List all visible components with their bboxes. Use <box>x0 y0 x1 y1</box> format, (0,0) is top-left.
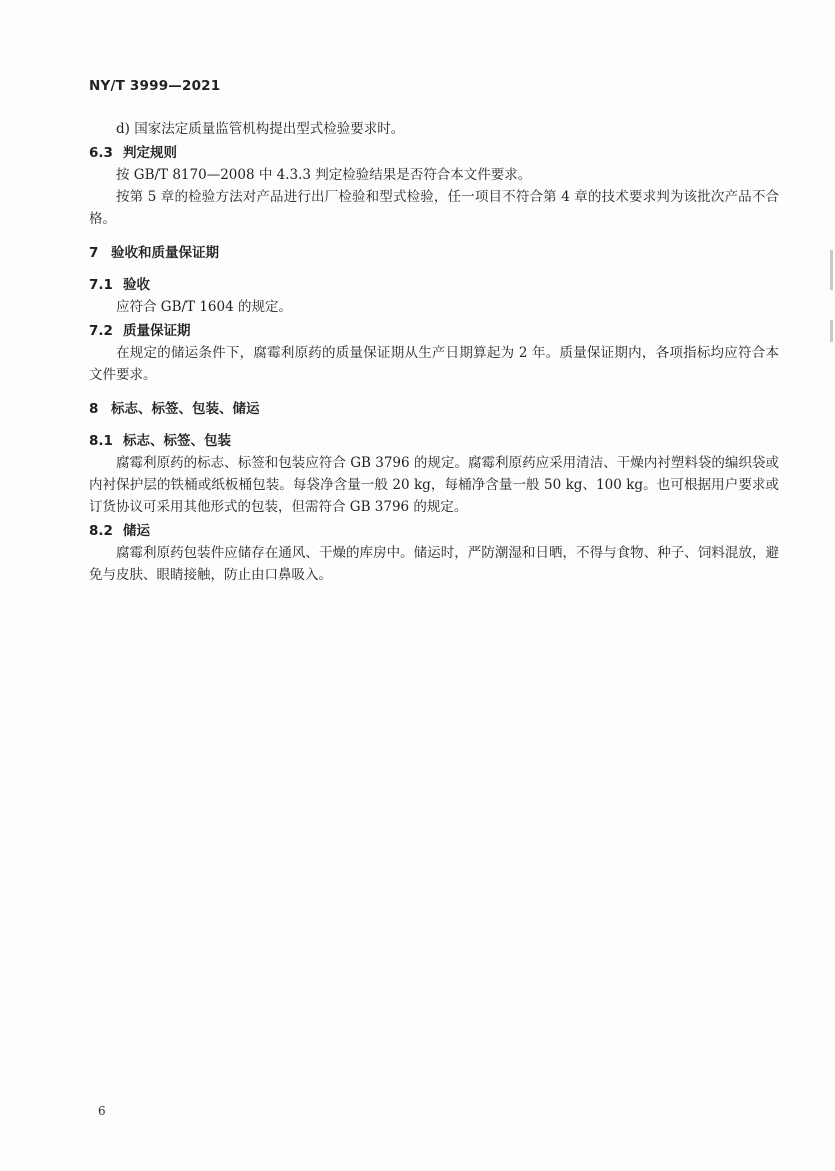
paragraph: 腐霉利原药包装件应储存在通风、干燥的库房中。储运时，严防潮湿和日晒，不得与食物、种子、饲料混放，避免与皮肤、眼睛接触，防止由口鼻吸入。 <box>89 545 779 583</box>
chapter-title: 验收和质量保证期 <box>111 245 219 261</box>
section-6-3-heading <box>89 142 779 164</box>
paragraph: 应符合 GB/T 1604 的规定。 <box>116 299 292 315</box>
section-title: 储运 <box>123 523 150 539</box>
section-title: 标志、标签、包装 <box>123 433 231 449</box>
chapter-number: 8 <box>89 401 99 417</box>
section-title: 判定规则 <box>123 145 177 161</box>
chapter-7-heading <box>89 242 779 264</box>
page-number: 6 <box>98 1104 106 1118</box>
document-body <box>89 118 779 586</box>
section-7-2-heading <box>89 320 779 342</box>
paragraph: 在规定的储运条件下，腐霉利原药的质量保证期从生产日期算起为 2 年。质量保证期内，各项指标均应符合本文件要求。 <box>89 345 779 383</box>
section-7-1-heading <box>89 274 779 296</box>
list-item-d: d) 国家法定质量监管机构提出型式检验要求时。 <box>116 121 405 137</box>
paragraph: 按 GB/T 8170—2008 中 4.3.3 判定检验结果是否符合本文件要求。 <box>116 167 532 183</box>
paragraph: 腐霉利原药的标志、标签和包装应符合 GB 3796 的规定。腐霉利原药应采用清洁、干燥内衬塑料袋的编织袋或内衬保护层的铁桶或纸板桶包装。每袋净含量一般 20 kg，每桶净含量一般 50 kg、100 kg。也可根据用户要求或订货协议可采用其他形式的包装，但需符合 GB 3796 的规定。 <box>89 455 779 515</box>
chapter-8-heading <box>89 398 779 420</box>
section-number: 6.3 <box>89 145 113 161</box>
section-8-2-heading <box>89 520 779 542</box>
chapter-title: 标志、标签、包装、储运 <box>111 401 260 417</box>
section-number: 7.2 <box>89 323 113 339</box>
chapter-number: 7 <box>89 245 99 261</box>
section-title: 质量保证期 <box>123 323 191 339</box>
section-8-1-heading <box>89 430 779 452</box>
paragraph: 按第 5 章的检验方法对产品进行出厂检验和型式检验，任一项目不符合第 4 章的技术要求判为该批次产品不合格。 <box>89 189 779 227</box>
scan-edge-mark <box>830 250 833 290</box>
standard-code: NY/T 3999—2021 <box>89 78 221 94</box>
section-title: 验收 <box>123 277 150 293</box>
section-number: 7.1 <box>89 277 113 293</box>
section-number: 8.2 <box>89 523 113 539</box>
scan-edge-mark <box>830 320 833 342</box>
section-number: 8.1 <box>89 433 113 449</box>
